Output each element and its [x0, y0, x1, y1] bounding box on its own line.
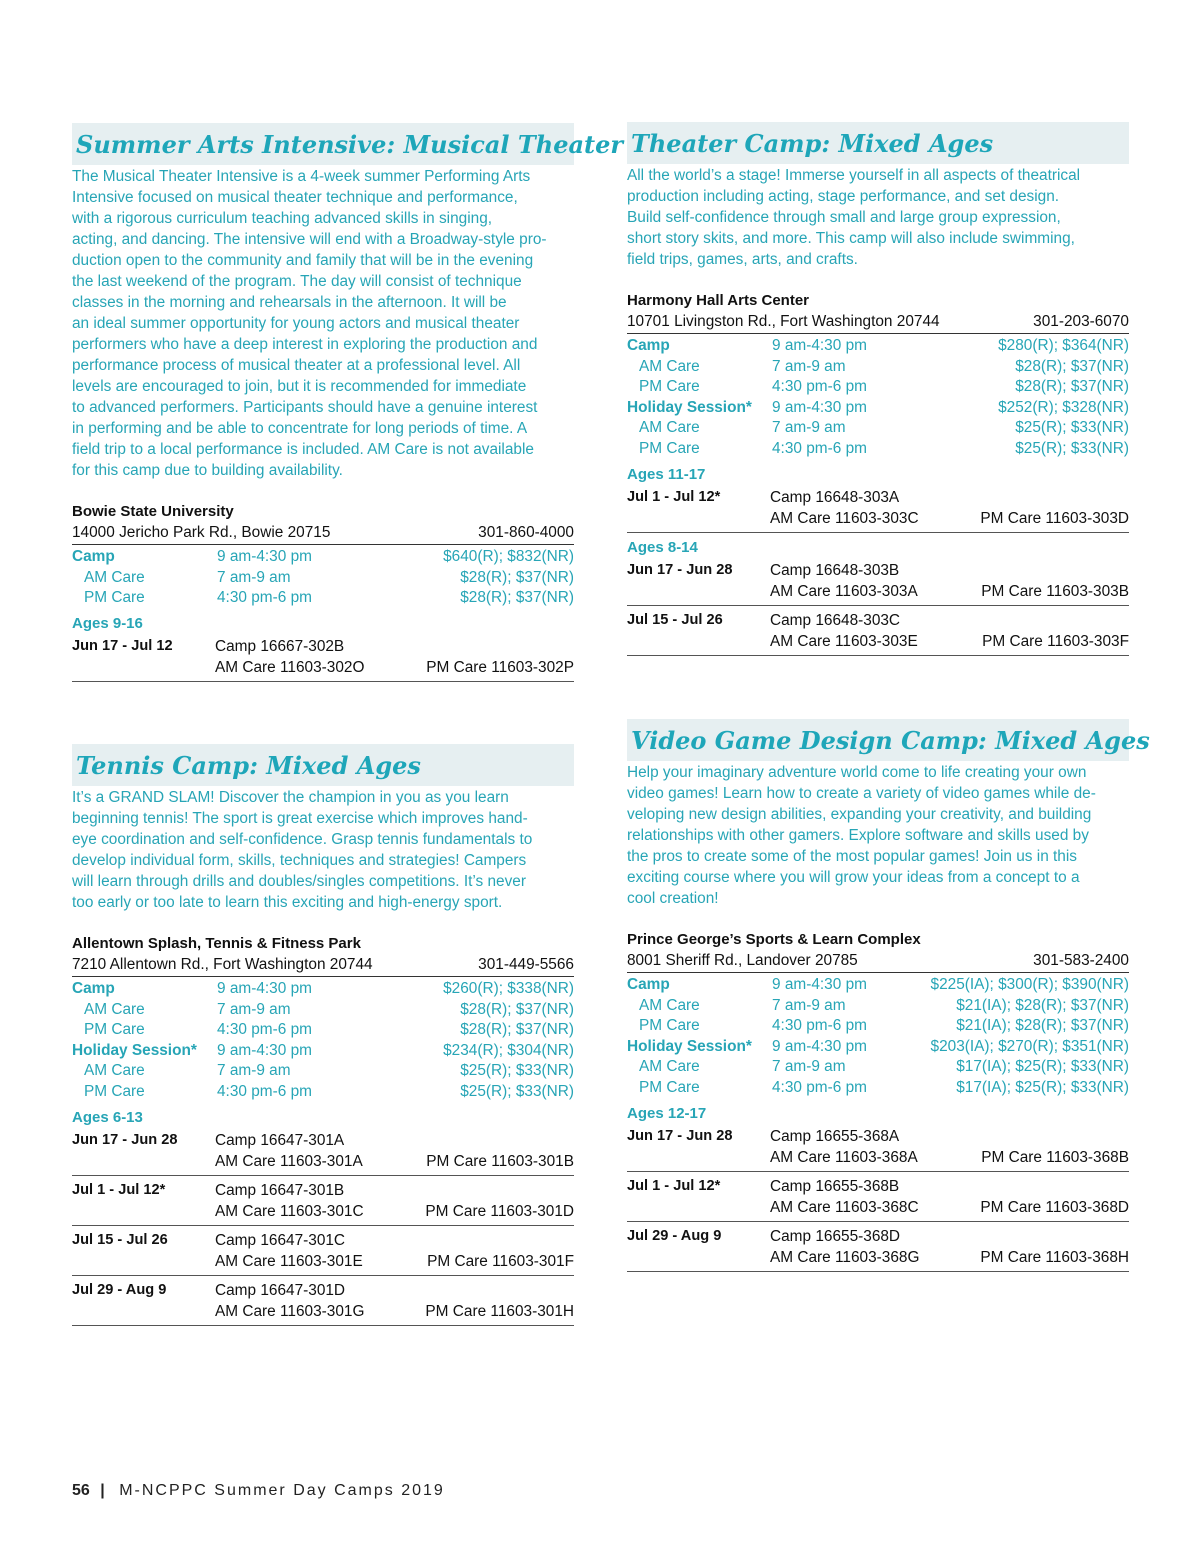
fee-label: AM Care	[84, 1000, 145, 1018]
description-line: Build self-confidence through small and large group expression,	[627, 209, 1061, 226]
session-dates: Jun 17 - Jun 28	[627, 1127, 733, 1144]
fee-label: PM Care	[639, 439, 700, 457]
description-line: will learn through drills and doubles/singles competitions. It’s never	[72, 873, 526, 890]
description-line: production including acting, stage performance, and set design.	[627, 188, 1060, 205]
fee-price: $252(R); $328(NR)	[998, 398, 1129, 416]
session-dates: Jul 1 - Jul 12*	[627, 1177, 721, 1194]
fee-price: $25(R); $33(NR)	[460, 1082, 574, 1100]
am-care-code: AM Care 11603-303A	[770, 583, 918, 601]
session-dates-spacer	[72, 1301, 215, 1323]
session-dates-spacer	[627, 508, 770, 530]
am-care-code: AM Care 11603-368C	[770, 1199, 919, 1217]
description-line: develop individual form, skills, techniques and strategies! Campers	[72, 852, 527, 869]
venue-phone: 301-860-4000	[478, 524, 574, 541]
session-line	[72, 1201, 574, 1223]
session-line	[72, 1151, 574, 1173]
fee-time: 7 am-9 am	[772, 996, 846, 1014]
description-line: eye coordination and self-confidence. Grasp tennis fundamentals to	[72, 831, 533, 848]
pm-care-code: PM Care 11603-301D	[425, 1203, 574, 1221]
fee-label: AM Care	[84, 1062, 145, 1080]
session-block	[627, 559, 1129, 606]
session-line	[627, 560, 1129, 582]
fee-time: 9 am-4:30 pm	[772, 398, 867, 416]
section-description	[72, 787, 574, 913]
description-line: exciting course where you will grow your ideas from a concept to a	[627, 869, 1080, 886]
fee-row	[627, 1078, 1129, 1099]
pm-care-code: PM Care 11603-303B	[981, 583, 1129, 601]
pm-care-code: PM Care 11603-301F	[427, 1253, 574, 1271]
fee-row	[627, 975, 1129, 996]
footer-separator: |	[100, 1482, 107, 1499]
fee-label: Holiday Session*	[627, 1037, 752, 1055]
session-block	[72, 1179, 574, 1226]
am-care-code: AM Care 11603-302O	[215, 659, 365, 677]
session-line	[627, 581, 1129, 603]
session-line	[72, 1301, 574, 1323]
section-title: Summer Arts Intensive: Musical Theater	[72, 123, 574, 165]
description-line: Help your imaginary adventure world come to life creating your own	[627, 764, 1087, 781]
section-tennis-camp	[72, 744, 574, 1326]
fee-time: 7 am-9 am	[772, 357, 846, 375]
camp-code: Camp 16655-368D	[770, 1227, 901, 1245]
venue-address: 14000 Jericho Park Rd., Bowie 20715	[72, 524, 331, 541]
session-block	[72, 635, 574, 682]
description-line: too early or too late to learn this exciting and high-energy sport.	[72, 894, 503, 911]
session-line	[627, 1197, 1129, 1219]
fee-time: 4:30 pm-6 pm	[217, 1021, 312, 1039]
fee-price: $28(R); $37(NR)	[1015, 357, 1129, 375]
camp-code: Camp 16647-301C	[215, 1231, 346, 1249]
session-line	[627, 1147, 1129, 1169]
fee-time: 9 am-4:30 pm	[772, 337, 867, 354]
fee-time: 4:30 pm-6 pm	[772, 378, 867, 396]
fee-label: Camp	[72, 980, 115, 997]
description-line: the pros to create some of the most popular games! Join us in this	[627, 848, 1077, 865]
description-line: All the world’s a stage! Immerse yourself in all aspects of theatrical	[627, 167, 1081, 184]
fee-table	[627, 975, 1129, 1099]
fee-row	[72, 979, 574, 1000]
fee-time: 4:30 pm-6 pm	[217, 589, 312, 607]
session-line	[627, 631, 1129, 653]
fee-label: AM Care	[639, 357, 700, 375]
description-line: in performing and be able to concentrate for long periods of time. A	[72, 420, 528, 437]
venue-address: 8001 Sheriff Rd., Landover 20785	[627, 952, 858, 969]
section-description	[72, 166, 574, 481]
am-care-code: AM Care 11603-368G	[770, 1249, 920, 1267]
pm-care-code: PM Care 11603-303F	[982, 633, 1129, 651]
fee-row	[627, 996, 1129, 1017]
description-line: It’s a GRAND SLAM! Discover the champion in you as you learn	[72, 789, 509, 806]
fee-row	[72, 1000, 574, 1021]
fee-price: $28(R); $37(NR)	[460, 1000, 574, 1018]
fee-row	[72, 1082, 574, 1103]
camp-code: Camp 16648-303C	[770, 611, 901, 629]
fee-label: AM Care	[639, 996, 700, 1014]
description-line: relationships with other gamers. Explore software and skills used by	[627, 827, 1089, 844]
session-dates-spacer	[627, 581, 770, 603]
session-dates-spacer	[72, 1201, 215, 1223]
session-dates: Jul 29 - Aug 9	[72, 1281, 167, 1298]
description-line: performance process of musical theater at a professional level. All	[72, 357, 521, 374]
fee-table	[72, 547, 574, 609]
session-dates: Jun 17 - Jun 28	[72, 1131, 178, 1148]
fee-label: PM Care	[639, 1017, 700, 1035]
session-line	[72, 1280, 574, 1302]
am-care-code: AM Care 11603-301E	[215, 1253, 363, 1271]
session-line	[627, 1176, 1129, 1198]
pm-care-code: PM Care 11603-303D	[980, 510, 1129, 528]
fee-time: 9 am-4:30 pm	[217, 548, 312, 565]
description-line: The Musical Theater Intensive is a 4-week summer Performing Arts	[72, 168, 531, 185]
venue-address-row	[72, 954, 574, 977]
session-line	[627, 610, 1129, 632]
session-line	[72, 1251, 574, 1273]
fee-time: 4:30 pm-6 pm	[772, 439, 867, 457]
venue-name: Prince George’s Sports & Learn Complex	[627, 931, 921, 948]
session-block	[627, 1225, 1129, 1272]
venue-phone: 301-203-6070	[1033, 313, 1129, 330]
fee-label: Holiday Session*	[627, 398, 752, 416]
fee-price: $234(R); $304(NR)	[443, 1041, 574, 1059]
section-title: Theater Camp: Mixed Ages	[627, 122, 1129, 164]
camp-code: Camp 16667-302B	[215, 637, 345, 655]
fee-time: 7 am-9 am	[217, 568, 291, 586]
fee-label: Camp	[72, 548, 115, 565]
fee-time: 7 am-9 am	[772, 1058, 846, 1076]
fee-label: PM Care	[84, 1021, 145, 1039]
session-dates-spacer	[627, 631, 770, 653]
fee-time: 9 am-4:30 pm	[772, 976, 867, 993]
description-line: performers who have a deep interest in exploring the production and	[72, 336, 538, 353]
venue-name: Bowie State University	[72, 503, 234, 520]
description-line: beginning tennis! The sport is great exercise which improves hand-	[72, 810, 528, 827]
description-line: veloping new design abilities, expanding your creativity, and building	[627, 806, 1092, 823]
fee-price: $25(R); $33(NR)	[1015, 419, 1129, 437]
fee-time: 7 am-9 am	[217, 1000, 291, 1018]
fee-price: $640(R); $832(NR)	[443, 548, 574, 565]
am-care-code: AM Care 11603-303E	[770, 633, 918, 651]
description-line: field trip to a local performance is included. AM Care is not available	[72, 441, 534, 458]
pm-care-code: PM Care 11603-368H	[980, 1249, 1129, 1267]
fee-price: $203(IA); $270(R); $351(NR)	[930, 1037, 1129, 1055]
description-line: acting, and dancing. The intensive will end with a Broadway-style pro-	[72, 231, 547, 248]
pm-care-code: PM Care 11603-302P	[426, 659, 574, 677]
fee-price: $280(R); $364(NR)	[998, 337, 1129, 354]
fee-price: $21(IA); $28(R); $37(NR)	[956, 1017, 1129, 1035]
session-line	[627, 1247, 1129, 1269]
venue-name: Harmony Hall Arts Center	[627, 292, 809, 309]
fee-label: AM Care	[84, 568, 145, 586]
description-line: classes in the morning and rehearsals in the afternoon. It will be	[72, 294, 507, 311]
camp-code: Camp 16648-303B	[770, 561, 900, 579]
session-line	[627, 1226, 1129, 1248]
fee-price: $25(R); $33(NR)	[1015, 439, 1129, 457]
description-line: field trips, games, arts, and crafts.	[627, 251, 858, 268]
fee-time: 4:30 pm-6 pm	[217, 1082, 312, 1100]
fee-label: Camp	[627, 976, 670, 993]
section-theater-camp	[627, 122, 1129, 656]
fee-label: Camp	[627, 337, 670, 354]
fee-row	[72, 547, 574, 568]
pm-care-code: PM Care 11603-301B	[426, 1153, 574, 1171]
fee-time: 7 am-9 am	[772, 419, 846, 437]
fee-label: PM Care	[84, 1082, 145, 1100]
fee-row	[72, 1020, 574, 1041]
session-block	[72, 1129, 574, 1176]
pm-care-code: PM Care 11603-368D	[980, 1199, 1129, 1217]
fee-row	[72, 568, 574, 589]
fee-label: Holiday Session*	[72, 1041, 197, 1059]
fee-row	[72, 1041, 574, 1062]
age-group-label: Ages 9-16	[72, 614, 143, 632]
description-line: for this camp due to building availability.	[72, 462, 343, 479]
fee-row	[627, 1016, 1129, 1037]
session-block	[627, 486, 1129, 533]
section-musical-theater	[72, 123, 624, 682]
venue-address-row	[72, 522, 574, 545]
fee-row	[627, 377, 1129, 398]
session-dates: Jul 15 - Jul 26	[72, 1231, 168, 1248]
description-line: short story skits, and more. This camp will also include swimming,	[627, 230, 1075, 247]
camp-code: Camp 16655-368B	[770, 1177, 900, 1195]
fee-time: 9 am-4:30 pm	[217, 1041, 312, 1059]
session-line	[72, 636, 574, 658]
session-dates: Jul 29 - Aug 9	[627, 1227, 722, 1244]
session-line	[72, 657, 574, 679]
section-title: Tennis Camp: Mixed Ages	[72, 744, 574, 786]
session-dates-spacer	[72, 1251, 215, 1273]
session-dates: Jul 1 - Jul 12*	[72, 1181, 166, 1198]
fee-label: PM Care	[639, 378, 700, 396]
age-group-label: Ages 12-17	[627, 1104, 707, 1122]
description-line: Intensive focused on musical theater technique and performance,	[72, 189, 518, 206]
session-dates: Jul 1 - Jul 12*	[627, 488, 721, 505]
fee-price: $17(IA); $25(R); $33(NR)	[956, 1078, 1129, 1096]
venue-name: Allentown Splash, Tennis & Fitness Park	[72, 935, 361, 952]
am-care-code: AM Care 11603-303C	[770, 510, 919, 528]
session-dates: Jul 15 - Jul 26	[627, 611, 723, 628]
session-dates-spacer	[72, 657, 215, 679]
publication-title: M-NCPPC Summer Day Camps 2019	[119, 1482, 445, 1499]
age-group-label: Ages 8-14	[627, 538, 698, 556]
session-line	[627, 508, 1129, 530]
description-line: the last weekend of the program. The day will consist of technique	[72, 273, 522, 290]
session-dates-spacer	[72, 1151, 215, 1173]
fee-row	[627, 418, 1129, 439]
fee-row	[72, 588, 574, 609]
camp-code: Camp 16648-303A	[770, 488, 900, 506]
description-line: duction open to the community and family that will be in the evening	[72, 252, 534, 269]
venue-address: 10701 Livingston Rd., Fort Washington 20744	[627, 313, 940, 330]
am-care-code: AM Care 11603-301A	[215, 1153, 363, 1171]
fee-row	[627, 357, 1129, 378]
age-group-label: Ages 6-13	[72, 1108, 143, 1126]
fee-price: $25(R); $33(NR)	[460, 1062, 574, 1080]
fee-price: $28(R); $37(NR)	[460, 568, 574, 586]
fee-table	[72, 979, 574, 1103]
section-description	[627, 762, 1129, 909]
session-line	[72, 1230, 574, 1252]
fee-table	[627, 336, 1129, 460]
fee-time: 4:30 pm-6 pm	[772, 1017, 867, 1035]
description-line: cool creation!	[627, 890, 719, 907]
fee-label: AM Care	[639, 1058, 700, 1076]
venue-phone: 301-449-5566	[478, 956, 574, 973]
fee-row	[627, 1037, 1129, 1058]
camp-code: Camp 16655-368A	[770, 1127, 900, 1145]
camp-code: Camp 16647-301A	[215, 1131, 345, 1149]
am-care-code: AM Care 11603-301C	[215, 1203, 364, 1221]
fee-price: $17(IA); $25(R); $33(NR)	[956, 1058, 1129, 1076]
venue-phone: 301-583-2400	[1033, 952, 1129, 969]
session-block	[72, 1279, 574, 1326]
session-block	[627, 1175, 1129, 1222]
fee-time: 9 am-4:30 pm	[772, 1037, 867, 1055]
fee-row	[72, 1061, 574, 1082]
description-line: with a rigorous curriculum teaching advanced skills in singing,	[72, 210, 493, 227]
session-line	[72, 1180, 574, 1202]
fee-price: $260(R); $338(NR)	[443, 980, 574, 997]
section-video-game-camp	[627, 719, 1150, 1272]
page-number: 56	[72, 1482, 90, 1499]
session-block	[627, 609, 1129, 656]
section-description	[627, 165, 1129, 270]
session-line	[627, 1126, 1129, 1148]
pm-care-code: PM Care 11603-368B	[981, 1149, 1129, 1167]
venue-address: 7210 Allentown Rd., Fort Washington 20744	[72, 956, 373, 973]
fee-row	[627, 1057, 1129, 1078]
session-line	[627, 487, 1129, 509]
session-dates-spacer	[627, 1197, 770, 1219]
session-dates-spacer	[627, 1147, 770, 1169]
session-block	[627, 1125, 1129, 1172]
fee-time: 4:30 pm-6 pm	[772, 1078, 867, 1096]
fee-price: $28(R); $37(NR)	[460, 1021, 574, 1039]
page-footer	[72, 1482, 445, 1500]
session-dates: Jun 17 - Jun 28	[627, 561, 733, 578]
venue-address-row	[627, 311, 1129, 334]
fee-price: $225(IA); $300(R); $390(NR)	[930, 976, 1129, 993]
fee-row	[627, 398, 1129, 419]
fee-row	[627, 439, 1129, 460]
fee-label: AM Care	[639, 419, 700, 437]
age-group-label: Ages 11-17	[627, 465, 706, 483]
am-care-code: AM Care 11603-368A	[770, 1149, 918, 1167]
description-line: an ideal summer opportunity for young actors and musical theater	[72, 315, 520, 332]
description-line: to advanced performers. Participants should have a genuine interest	[72, 399, 538, 416]
session-block	[72, 1229, 574, 1276]
fee-time: 7 am-9 am	[217, 1062, 291, 1080]
description-line: levels are encouraged to join, but it is recommended for immediate	[72, 378, 527, 395]
am-care-code: AM Care 11603-301G	[215, 1303, 365, 1321]
camp-code: Camp 16647-301B	[215, 1181, 345, 1199]
fee-label: PM Care	[84, 589, 145, 607]
session-dates: Jun 17 - Jul 12	[72, 637, 173, 654]
fee-row	[627, 336, 1129, 357]
camp-code: Camp 16647-301D	[215, 1281, 346, 1299]
fee-time: 9 am-4:30 pm	[217, 980, 312, 997]
venue-address-row	[627, 950, 1129, 973]
fee-price: $21(IA); $28(R); $37(NR)	[956, 996, 1129, 1014]
fee-price: $28(R); $37(NR)	[460, 589, 574, 607]
session-dates-spacer	[627, 1247, 770, 1269]
section-title: Video Game Design Camp: Mixed Ages	[627, 719, 1129, 761]
session-line	[72, 1130, 574, 1152]
fee-price: $28(R); $37(NR)	[1015, 378, 1129, 396]
fee-label: PM Care	[639, 1078, 700, 1096]
pm-care-code: PM Care 11603-301H	[425, 1303, 574, 1321]
description-line: video games! Learn how to create a variety of video games while de-	[627, 785, 1096, 802]
